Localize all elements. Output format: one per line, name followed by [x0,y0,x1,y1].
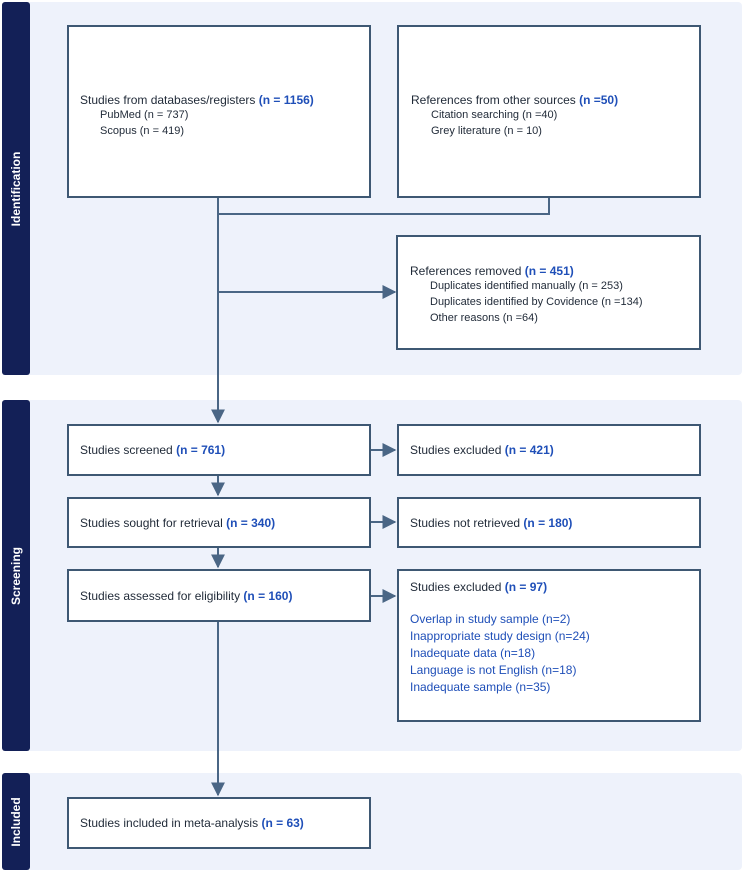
included-meta-count: (n = 63) [261,816,304,830]
databases-label: Studies from databases/registers [80,93,256,107]
not-retrieved-label: Studies not retrieved [410,515,521,530]
not-retrieved-count: (n = 180) [523,515,573,530]
other-sources-item-citation: Citation searching (n =40) [431,109,558,121]
excluded-eligibility-box [397,569,701,722]
removed-item-covidence: Duplicates identified by Covidence (n =134) [430,296,643,308]
databases-box [67,25,371,198]
databases-item-scopus: Scopus (n = 419) [100,125,185,137]
databases-item-pubmed: PubMed (n = 737) [100,109,189,121]
reason-language: Language is not English (n=18) [410,663,577,677]
removed-item-other: Other reasons (n =64) [430,312,538,324]
reason-study-design: Inappropriate study design (n=24) [410,629,590,643]
identification-stage-label: Identification [9,151,23,226]
reason-overlap: Overlap in study sample (n=2) [410,612,571,626]
not-retrieved-box [397,497,701,548]
screened-box [67,424,371,476]
included-stage-label: Included [9,796,23,847]
included-meta-label: Studies included in meta-analysis [80,816,259,830]
sought-count: (n = 340) [226,515,276,530]
other-sources-count: (n =50) [579,93,619,107]
excluded-count: (n = 421) [504,443,554,457]
sought-label: Studies sought for retrieval [80,515,223,530]
assessed-label: Studies assessed for eligibility [80,588,241,603]
databases-count: (n = 1156) [258,93,314,107]
reason-inadequate-sample: Inadequate sample (n=35) [410,680,551,694]
removed-label: References removed [410,264,522,278]
assessed-box [67,569,371,622]
excluded-label: Studies excluded [410,443,502,457]
connector-other-sources [218,197,549,214]
excluded-eligibility-label: Studies excluded [410,580,502,594]
other-sources-box [397,25,701,198]
excluded-box [397,424,701,476]
other-sources-label: References from other sources [411,93,576,107]
excluded-eligibility-count: (n = 97) [504,580,548,594]
included-meta-box [67,797,371,849]
screened-label: Studies screened [80,443,173,457]
removed-item-manual: Duplicates identified manually (n = 253) [430,280,623,292]
screening-stage-label: Screening [9,546,23,605]
sought-box [67,497,371,548]
other-sources-item-grey: Grey literature (n = 10) [431,125,542,137]
screened-count: (n = 761) [176,443,226,457]
removed-box [396,235,701,350]
reason-inadequate-data: Inadequate data (n=18) [410,646,536,660]
removed-count: (n = 451) [524,264,574,278]
assessed-count: (n = 160) [243,588,293,603]
